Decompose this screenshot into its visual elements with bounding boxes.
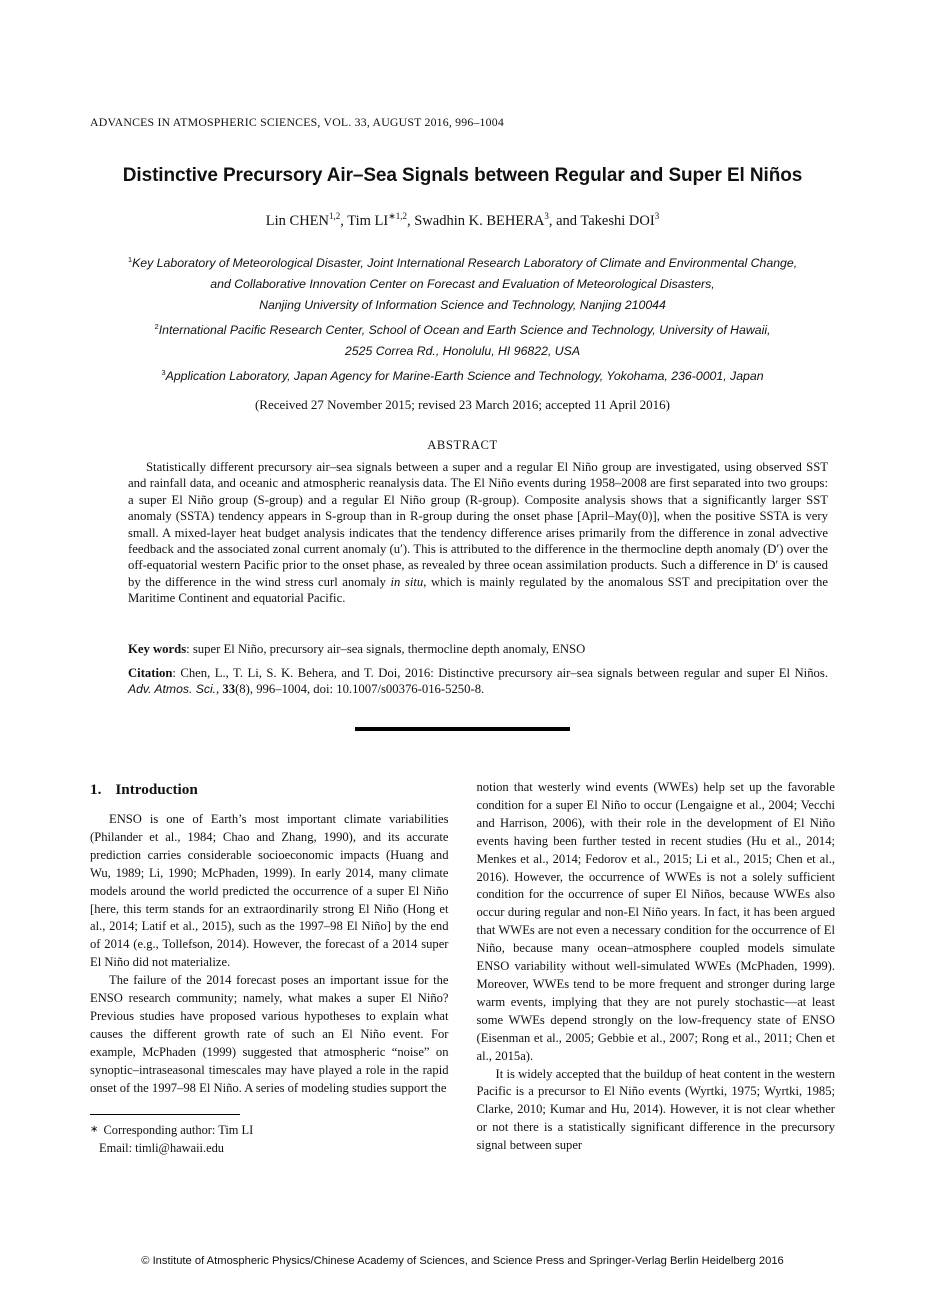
footnote-text: Corresponding author: Tim LI xyxy=(100,1122,254,1137)
footnote-rule xyxy=(90,1114,240,1115)
affiliation-line xyxy=(0,295,925,316)
author-affiliation-marker: ∗1,2 xyxy=(388,211,407,221)
abstract-part: , which is mainly regulated by the anomalous SST and precipitation over the Maritime Continent and equatorial Pacific. xyxy=(128,574,828,606)
citation-separator: , xyxy=(216,682,223,697)
author-separator: , xyxy=(340,212,348,229)
affiliation-line xyxy=(0,341,925,362)
affiliation-line xyxy=(0,362,925,387)
citation-doi: (8), 996–1004, doi: 10.1007/s00376-016-5250-8. xyxy=(235,682,485,697)
citation-journal-name: Adv. Atmos. Sci. xyxy=(128,682,217,697)
intro-paragraph-4: It is widely accepted that the buildup of heat content in the western Pacific is a precursor to El Niño events (Wyrtki, 1975; Wyrtki, 1985; Clarke, 2010; Kumar and Hu, 2014). However, it is not clear whether or not there is a statistically significant difference in the precursory signal between super xyxy=(476,1066,835,1153)
affiliation-line xyxy=(0,274,925,295)
author-name: Lin CHEN xyxy=(265,212,330,229)
section-number: 1. xyxy=(90,781,102,798)
abstract-part: Statistically different precursory air–sea signals between a super and a regular El Niño group are investigated, using observed SST and rainfall data, and oceanic and atmospheric reanalysis data. The El Niño events during 1958–2008 are first separated into two groups: a super El Niño group (S-group) and a regular El Niño group (R-group). Composite analysis shows that a significantly larger SST anomaly (SSTA) tendency appears in S-group than in R-group during the onset phase [April–May(0)], when the positive SSTA is very small. A mixed-layer heat budget analysis indicates that the tendency difference arises primarily from the difference in zonal advective feedback and the associated zonal current anomaly (u′). This is attributed to the difference in the thermocline depth anomaly (D′) over the off-equatorial western Pacific prior to the onset phase, as revealed by three ocean assimilation products. Such a difference in D′ is caused by the difference in the wind stress curl anomaly xyxy=(128,460,828,589)
citation-block xyxy=(128,665,828,698)
affiliation-text: Nanjing University of Information Science and Technology, Nanjing 210044 xyxy=(259,298,666,313)
author-name: Takeshi DOI xyxy=(580,212,655,229)
author-affiliation-marker: 1,2 xyxy=(329,211,341,221)
author-line xyxy=(0,211,925,230)
abstract-heading: ABSTRACT xyxy=(427,438,498,452)
author-name: Tim LI xyxy=(347,212,389,229)
affiliation-text: Key Laboratory of Meteorological Disaster, Joint International Research Laboratory of Climate and Environmental Change, xyxy=(132,256,798,271)
footnote-corresponding-author xyxy=(90,1121,449,1139)
citation-volume: 33 xyxy=(222,682,236,697)
left-column xyxy=(90,779,449,1157)
author-name: Swadhin K. BEHERA xyxy=(414,212,545,229)
section-title: Introduction xyxy=(115,781,198,798)
abstract-text xyxy=(128,459,828,607)
footnote-email: Email: timli@hawaii.edu xyxy=(99,1140,224,1155)
citation-text: : Chen, L., T. Li, S. K. Behera, and T. Doi, 2016: Distinctive precursory air–sea signals between regular and super El Niños. xyxy=(172,666,828,680)
affiliation-text: and Collaborative Innovation Center on Forecast and Evaluation of Meteorological Disasters, xyxy=(210,277,715,292)
title-separator-rule xyxy=(355,727,570,731)
paper-title: Distinctive Precursory Air–Sea Signals between Regular and Super El Niños xyxy=(122,165,803,186)
keywords-label: Key words xyxy=(128,642,187,656)
copyright-footer: © Institute of Atmospheric Physics/Chinese Academy of Sciences, and Science Press and Springer-Verlag Berlin Heidelberg 2016 xyxy=(141,1255,784,1267)
affiliation-text: Application Laboratory, Japan Agency for Marine-Earth Science and Technology, Yokohama, 236-0001, Japan xyxy=(165,369,764,384)
affiliation-line xyxy=(0,316,925,341)
author-affiliation-marker: 3 xyxy=(544,211,549,221)
citation-label: Citation xyxy=(128,666,173,680)
intro-paragraph-2: The failure of the 2014 forecast poses an important issue for the ENSO research community; namely, what makes a super El Niño? Previous studies have proposed various hypotheses to explain what causes the different growth rate of such an El Niño event. For example, McPhaden (1999) suggested that atmospheric “noise” on synoptic–intraseasonal timescales may have played a role in the rapid onset of the 1997–98 El Niño. A series of modeling studies support the xyxy=(90,973,449,1095)
keywords-line xyxy=(128,642,828,657)
two-column-body xyxy=(90,779,835,1157)
intro-paragraph-1: ENSO is one of Earth’s most important climate variabilities (Philander et al., 1984; Chao and Zhang, 1990), and its accurate prediction carries considerable socioeconomic impacts (Huang and Wu, 1989; Li, 1990; McPhaden, 1999). In early 2014, many climate models around the world predicted the occurrence of a super El Niño [here, this term stands for an extraordinarily strong El Niño (Hong et al., 2014; Latif et al., 2015), such as the 1997–98 El Niño] by the end of 2014 (e.g., Tollefson, 2014). However, the forecast of a 2014 super El Niño did not materialize. xyxy=(90,812,449,970)
abstract-insitu: in situ xyxy=(390,574,424,589)
intro-paragraph-3: notion that westerly wind events (WWEs) help set up the favorable condition for a super El Niño to occur (Lengaigne et al., 2004; Vecchi and Harrison, 2006), with their role in the development of El Niño events having been further tested in recent studies (Hu et al., 2014; Menkes et al., 2014; Fedorov et al., 2015; Li et al., 2015; Chen et al., 2016). However, the occurrence of WWEs is not a solely sufficient condition for the occurrence of super El Niños, because WWEs also occur during regular and non-El Niño years. In fact, it has been argued that WWEs are not even a necessary condition for the occurrence of El Niño, because many ocean–atmosphere coupled models simulate ENSO variability without well-simulated WWEs (McPhaden, 1999). Moreover, WWEs tend to be more frequent and stronger during large warm events, implying that they are not purely stochastic—at least some WWEs depend strongly on the low-frequency state of ENSO (Eisenman et al., 2005; Gebbie et al., 2007; Rong et al., 2011; Chen et al., 2015a). xyxy=(476,780,835,1063)
author-separator: , and xyxy=(548,212,581,229)
right-column xyxy=(477,779,836,1157)
keywords-text: : super El Niño, precursory air–sea signals, thermocline depth anomaly, ENSO xyxy=(186,642,586,656)
author-separator: , xyxy=(406,212,415,229)
affiliation-text: International Pacific Research Center, School of Ocean and Earth Science and Technology, University of Hawaii, xyxy=(158,323,771,338)
affiliations xyxy=(0,249,925,387)
affiliation-text: 2525 Correa Rd., Honolulu, HI 96822, USA xyxy=(344,344,581,359)
footnote-marker: ∗ xyxy=(90,1123,99,1135)
affiliation-line xyxy=(0,249,925,274)
affiliation-marker: 1 xyxy=(127,255,133,264)
footnote xyxy=(90,1114,449,1157)
journal-header: ADVANCES IN ATMOSPHERIC SCIENCES, VOL. 33, AUGUST 2016, 996–1004 xyxy=(90,115,504,129)
affiliation-marker: 3 xyxy=(161,368,166,378)
affiliation-marker: 2 xyxy=(154,322,159,332)
received-revised-accepted-line: (Received 27 November 2015; revised 23 March 2016; accepted 11 April 2016) xyxy=(254,397,671,412)
section-heading xyxy=(90,781,449,799)
author-affiliation-marker: 3 xyxy=(654,211,660,221)
